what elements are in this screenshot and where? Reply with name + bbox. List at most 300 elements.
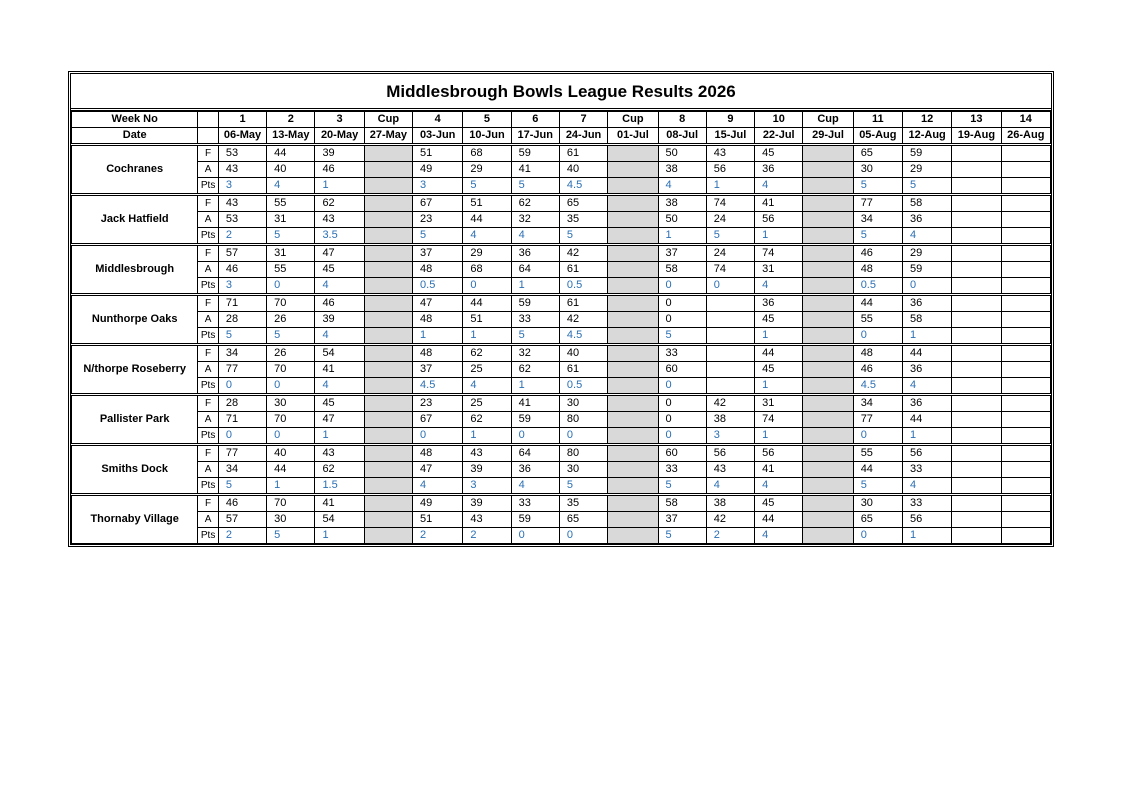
score-cell — [1001, 462, 1050, 478]
score-cell: 0.5 — [413, 278, 463, 295]
cup-cell — [803, 212, 853, 228]
cup-cell — [608, 378, 658, 395]
team-name: Middlesbrough — [72, 245, 198, 295]
team-row-pts — [72, 378, 1051, 395]
cup-cell — [803, 245, 853, 262]
row-type-label: Pts — [198, 528, 219, 544]
team-name: Pallister Park — [72, 395, 198, 445]
score-cell: 71 — [218, 295, 266, 312]
match-date: 10-Jun — [463, 128, 511, 145]
week-number: 11 — [853, 112, 902, 128]
score-cell: 80 — [559, 445, 607, 462]
score-cell: 34 — [853, 395, 902, 412]
score-cell: 4 — [315, 378, 364, 395]
score-cell: 58 — [902, 312, 951, 328]
score-cell: 5 — [853, 228, 902, 245]
cup-cell — [608, 462, 658, 478]
cup-cell — [364, 528, 412, 544]
score-cell — [952, 295, 1001, 312]
score-cell — [952, 162, 1001, 178]
score-cell: 36 — [511, 245, 559, 262]
score-cell: 4.5 — [413, 378, 463, 395]
score-cell: 4 — [658, 178, 706, 195]
score-cell: 23 — [413, 395, 463, 412]
score-cell: 3 — [706, 428, 754, 445]
cup-cell — [803, 428, 853, 445]
team-name: Jack Hatfield — [72, 195, 198, 245]
cup-cell — [364, 212, 412, 228]
score-cell: 31 — [267, 212, 315, 228]
score-cell: 1 — [315, 178, 364, 195]
score-cell: 0.5 — [559, 278, 607, 295]
score-cell — [1001, 362, 1050, 378]
score-cell: 23 — [413, 212, 463, 228]
score-cell: 49 — [413, 162, 463, 178]
score-cell: 44 — [755, 345, 803, 362]
cup-cell — [608, 495, 658, 512]
score-cell: 33 — [658, 462, 706, 478]
score-cell: 4.5 — [559, 328, 607, 345]
score-cell: 57 — [218, 245, 266, 262]
row-type-label: A — [198, 462, 219, 478]
cup-cell — [364, 412, 412, 428]
cup-cell — [803, 412, 853, 428]
score-cell: 1 — [315, 528, 364, 544]
score-cell: 29 — [902, 162, 951, 178]
week-number: Cup — [364, 112, 412, 128]
cup-cell — [803, 328, 853, 345]
row-type-label: F — [198, 245, 219, 262]
score-cell — [952, 312, 1001, 328]
score-cell: 0 — [559, 428, 607, 445]
score-cell: 55 — [853, 445, 902, 462]
team-row-f — [72, 145, 1051, 162]
date-label: Date — [72, 128, 198, 145]
cup-cell — [803, 512, 853, 528]
score-cell: 58 — [658, 262, 706, 278]
score-cell: 45 — [755, 312, 803, 328]
score-cell: 43 — [706, 145, 754, 162]
score-cell — [1001, 295, 1050, 312]
cup-cell — [803, 462, 853, 478]
score-cell: 3 — [218, 178, 266, 195]
score-cell: 5 — [267, 228, 315, 245]
score-cell: 36 — [902, 212, 951, 228]
score-cell: 5 — [559, 478, 607, 495]
score-cell: 36 — [902, 362, 951, 378]
score-cell: 51 — [413, 145, 463, 162]
score-cell: 36 — [511, 462, 559, 478]
score-cell: 54 — [315, 512, 364, 528]
score-cell: 43 — [218, 195, 266, 212]
score-cell: 65 — [853, 512, 902, 528]
score-cell: 2 — [218, 228, 266, 245]
score-cell: 4 — [706, 478, 754, 495]
score-cell — [1001, 528, 1050, 544]
score-cell: 5 — [902, 178, 951, 195]
score-cell: 29 — [463, 245, 511, 262]
score-cell — [952, 462, 1001, 478]
team-name: Nunthorpe Oaks — [72, 295, 198, 345]
score-cell: 44 — [902, 412, 951, 428]
cup-cell — [364, 378, 412, 395]
score-cell: 4 — [755, 178, 803, 195]
score-cell: 4 — [511, 228, 559, 245]
score-cell: 30 — [853, 162, 902, 178]
score-cell: 71 — [218, 412, 266, 428]
score-cell — [1001, 278, 1050, 295]
score-cell: 4 — [511, 478, 559, 495]
score-cell: 37 — [658, 245, 706, 262]
cup-cell — [803, 478, 853, 495]
score-cell: 65 — [853, 145, 902, 162]
score-cell: 1 — [902, 528, 951, 544]
score-cell: 28 — [218, 395, 266, 412]
score-cell: 80 — [559, 412, 607, 428]
sheet-title: Middlesbrough Bowls League Results 2026 — [71, 74, 1051, 111]
score-cell: 44 — [463, 295, 511, 312]
score-cell: 77 — [853, 412, 902, 428]
score-cell: 0.5 — [559, 378, 607, 395]
score-cell — [952, 178, 1001, 195]
score-cell: 47 — [413, 462, 463, 478]
cup-cell — [364, 362, 412, 378]
cup-cell — [803, 528, 853, 544]
score-cell: 47 — [413, 295, 463, 312]
score-cell: 64 — [511, 262, 559, 278]
score-cell: 40 — [559, 162, 607, 178]
score-cell — [952, 495, 1001, 512]
score-cell: 74 — [755, 412, 803, 428]
score-cell — [1001, 195, 1050, 212]
row-type-label: F — [198, 145, 219, 162]
score-cell: 44 — [267, 145, 315, 162]
score-cell: 44 — [463, 212, 511, 228]
score-cell: 53 — [218, 145, 266, 162]
cup-cell — [364, 145, 412, 162]
row-type-label: Pts — [198, 478, 219, 495]
cup-cell — [608, 228, 658, 245]
team-row-a — [72, 362, 1051, 378]
team-row-pts — [72, 278, 1051, 295]
score-cell: 4 — [902, 478, 951, 495]
score-cell: 59 — [511, 412, 559, 428]
score-cell — [952, 345, 1001, 362]
score-cell: 54 — [315, 345, 364, 362]
score-cell — [952, 512, 1001, 528]
score-cell — [1001, 495, 1050, 512]
cup-cell — [364, 462, 412, 478]
cup-cell — [803, 495, 853, 512]
score-cell: 43 — [315, 212, 364, 228]
team-row-f — [72, 245, 1051, 262]
row-type-label: Pts — [198, 428, 219, 445]
score-cell: 5 — [853, 178, 902, 195]
score-cell: 33 — [902, 495, 951, 512]
score-cell: 0 — [853, 328, 902, 345]
score-cell: 45 — [315, 395, 364, 412]
score-cell: 0 — [413, 428, 463, 445]
score-cell: 0 — [658, 312, 706, 328]
score-cell: 40 — [267, 445, 315, 462]
score-cell: 36 — [755, 162, 803, 178]
row-type-label: A — [198, 162, 219, 178]
cup-cell — [364, 195, 412, 212]
score-cell — [706, 312, 754, 328]
week-number: Cup — [608, 112, 658, 128]
score-cell: 4.5 — [559, 178, 607, 195]
score-cell: 0 — [853, 428, 902, 445]
score-cell: 65 — [559, 512, 607, 528]
cup-cell — [364, 345, 412, 362]
cup-cell — [364, 328, 412, 345]
score-cell: 30 — [559, 395, 607, 412]
score-cell: 33 — [658, 345, 706, 362]
score-cell — [706, 378, 754, 395]
score-cell: 77 — [853, 195, 902, 212]
score-cell: 0 — [267, 378, 315, 395]
match-date: 12-Aug — [902, 128, 951, 145]
score-cell: 0 — [853, 528, 902, 544]
score-cell — [952, 378, 1001, 395]
match-date: 03-Jun — [413, 128, 463, 145]
score-cell: 55 — [853, 312, 902, 328]
week-row — [72, 112, 1051, 128]
cup-cell — [364, 478, 412, 495]
score-cell: 39 — [463, 462, 511, 478]
score-cell: 33 — [511, 495, 559, 512]
row-type-label: A — [198, 362, 219, 378]
score-cell: 59 — [902, 145, 951, 162]
score-cell: 31 — [755, 395, 803, 412]
score-cell: 60 — [658, 362, 706, 378]
team-row-a — [72, 262, 1051, 278]
match-date: 05-Aug — [853, 128, 902, 145]
score-cell: 61 — [559, 145, 607, 162]
score-cell: 5 — [559, 228, 607, 245]
score-cell: 30 — [853, 495, 902, 512]
results-table — [71, 111, 1051, 544]
score-cell: 1 — [902, 328, 951, 345]
score-cell: 4 — [902, 228, 951, 245]
score-cell: 64 — [511, 445, 559, 462]
score-cell: 1 — [658, 228, 706, 245]
score-cell — [1001, 262, 1050, 278]
score-cell — [952, 228, 1001, 245]
score-cell: 51 — [413, 512, 463, 528]
match-date: 01-Jul — [608, 128, 658, 145]
score-cell — [952, 195, 1001, 212]
score-cell: 59 — [511, 512, 559, 528]
score-cell: 36 — [902, 295, 951, 312]
score-cell: 58 — [902, 195, 951, 212]
score-cell: 42 — [559, 312, 607, 328]
score-cell: 60 — [658, 445, 706, 462]
score-cell — [1001, 162, 1050, 178]
cup-cell — [803, 228, 853, 245]
score-cell: 39 — [315, 312, 364, 328]
row-type-label: F — [198, 445, 219, 462]
cup-cell — [803, 295, 853, 312]
score-cell: 34 — [218, 345, 266, 362]
score-cell: 62 — [511, 195, 559, 212]
score-cell: 44 — [853, 295, 902, 312]
cup-cell — [803, 345, 853, 362]
score-cell: 70 — [267, 295, 315, 312]
cup-cell — [803, 178, 853, 195]
score-cell: 1 — [413, 328, 463, 345]
team-row-pts — [72, 528, 1051, 544]
score-cell: 1 — [511, 378, 559, 395]
score-cell: 45 — [755, 145, 803, 162]
week-number: 10 — [755, 112, 803, 128]
row-type-label: F — [198, 345, 219, 362]
team-row-f — [72, 345, 1051, 362]
score-cell: 4 — [755, 278, 803, 295]
score-cell: 46 — [315, 295, 364, 312]
cup-cell — [364, 428, 412, 445]
match-date: 17-Jun — [511, 128, 559, 145]
cup-cell — [364, 312, 412, 328]
score-cell: 44 — [853, 462, 902, 478]
match-date: 08-Jul — [658, 128, 706, 145]
score-cell: 48 — [853, 262, 902, 278]
score-cell: 44 — [755, 512, 803, 528]
cup-cell — [803, 162, 853, 178]
week-number: 13 — [952, 112, 1001, 128]
score-cell — [952, 328, 1001, 345]
score-cell: 29 — [463, 162, 511, 178]
cup-cell — [364, 228, 412, 245]
score-cell: 46 — [218, 495, 266, 512]
row-type-label: Pts — [198, 378, 219, 395]
score-cell — [952, 412, 1001, 428]
score-cell: 37 — [413, 245, 463, 262]
score-cell: 42 — [706, 512, 754, 528]
cup-cell — [608, 528, 658, 544]
score-cell: 43 — [315, 445, 364, 462]
score-cell: 51 — [463, 195, 511, 212]
score-cell: 41 — [511, 395, 559, 412]
score-cell: 45 — [315, 262, 364, 278]
week-number: 1 — [218, 112, 266, 128]
score-cell: 38 — [706, 495, 754, 512]
score-cell: 28 — [218, 312, 266, 328]
score-cell: 0 — [218, 378, 266, 395]
score-cell — [1001, 445, 1050, 462]
cup-cell — [364, 262, 412, 278]
score-cell: 5 — [658, 328, 706, 345]
cup-cell — [608, 428, 658, 445]
score-cell: 47 — [315, 412, 364, 428]
match-date: 20-May — [315, 128, 364, 145]
score-cell: 1 — [902, 428, 951, 445]
score-cell: 3 — [218, 278, 266, 295]
score-cell — [1001, 428, 1050, 445]
week-label: Week No — [72, 112, 198, 128]
score-cell: 39 — [315, 145, 364, 162]
cup-cell — [608, 245, 658, 262]
score-cell: 0 — [658, 395, 706, 412]
score-cell: 48 — [413, 345, 463, 362]
score-cell: 5 — [706, 228, 754, 245]
score-cell: 5 — [218, 328, 266, 345]
score-cell: 33 — [902, 462, 951, 478]
score-cell: 0 — [267, 278, 315, 295]
score-cell: 35 — [559, 495, 607, 512]
score-cell — [1001, 345, 1050, 362]
score-cell: 24 — [706, 212, 754, 228]
score-cell — [706, 345, 754, 362]
score-cell — [706, 295, 754, 312]
week-number: Cup — [803, 112, 853, 128]
score-cell: 34 — [218, 462, 266, 478]
score-cell: 57 — [218, 512, 266, 528]
score-cell: 32 — [511, 345, 559, 362]
score-cell: 62 — [463, 345, 511, 362]
score-cell: 68 — [463, 145, 511, 162]
score-cell — [1001, 478, 1050, 495]
cup-cell — [364, 395, 412, 412]
score-cell: 74 — [706, 262, 754, 278]
cup-cell — [608, 178, 658, 195]
team-row-a — [72, 462, 1051, 478]
score-cell: 44 — [902, 345, 951, 362]
score-cell: 51 — [463, 312, 511, 328]
cup-cell — [803, 195, 853, 212]
cup-cell — [608, 195, 658, 212]
row-type-label: A — [198, 412, 219, 428]
match-date: 29-Jul — [803, 128, 853, 145]
cup-cell — [364, 512, 412, 528]
score-cell — [952, 245, 1001, 262]
row-type-label: A — [198, 512, 219, 528]
cup-cell — [364, 178, 412, 195]
team-row-a — [72, 162, 1051, 178]
row-type-label: F — [198, 295, 219, 312]
score-cell: 67 — [413, 195, 463, 212]
score-cell: 59 — [511, 145, 559, 162]
score-cell: 31 — [755, 262, 803, 278]
week-number: 8 — [658, 112, 706, 128]
score-cell — [706, 362, 754, 378]
score-cell: 46 — [218, 262, 266, 278]
score-cell: 0 — [658, 378, 706, 395]
score-cell: 41 — [755, 462, 803, 478]
score-cell: 25 — [463, 362, 511, 378]
cup-cell — [803, 378, 853, 395]
team-row-pts — [72, 178, 1051, 195]
score-cell: 67 — [413, 412, 463, 428]
row-type-label: Pts — [198, 278, 219, 295]
score-cell: 58 — [658, 495, 706, 512]
score-cell: 53 — [218, 212, 266, 228]
score-cell: 46 — [315, 162, 364, 178]
score-cell: 2 — [413, 528, 463, 544]
score-cell: 38 — [658, 195, 706, 212]
cup-cell — [608, 512, 658, 528]
score-cell: 1 — [706, 178, 754, 195]
score-cell — [1001, 312, 1050, 328]
cup-cell — [803, 445, 853, 462]
score-cell: 1 — [755, 378, 803, 395]
score-cell: 47 — [315, 245, 364, 262]
score-cell — [1001, 395, 1050, 412]
score-cell: 46 — [853, 245, 902, 262]
score-cell: 48 — [413, 312, 463, 328]
score-cell: 41 — [511, 162, 559, 178]
score-cell: 0 — [658, 278, 706, 295]
